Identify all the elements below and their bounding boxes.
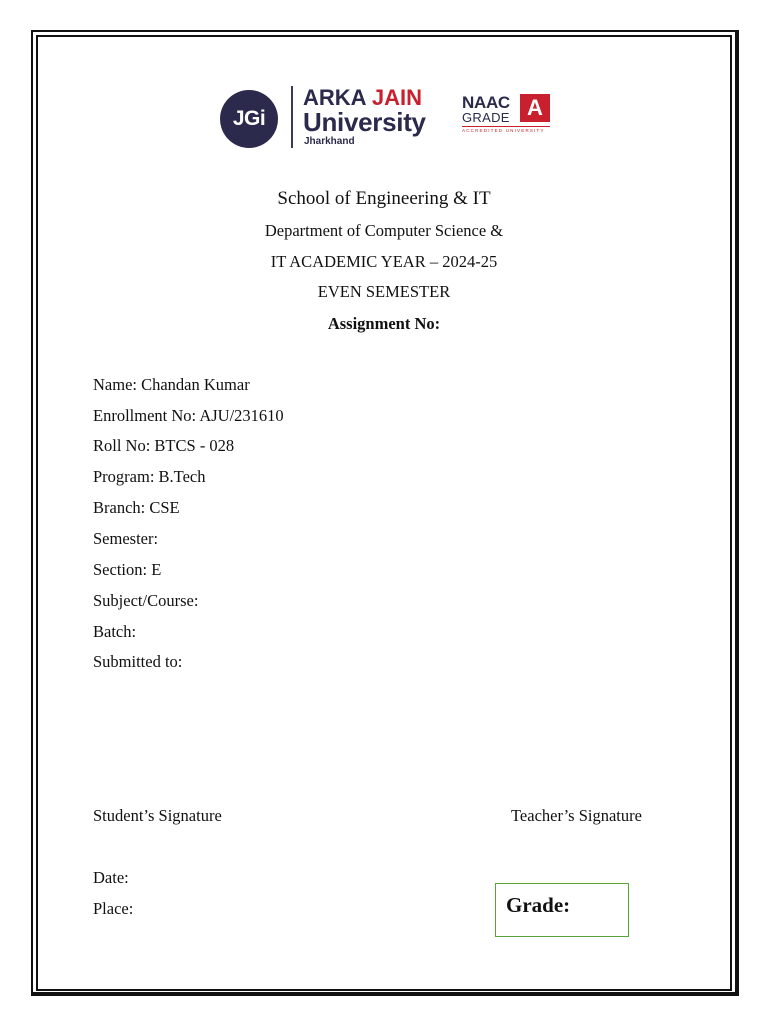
detail-batch: Batch: [93, 622, 137, 641]
date-label: Date: [93, 868, 129, 887]
detail-enrollment: Enrollment No: AJU/231610 [93, 406, 284, 425]
logo-jain: JAIN [371, 85, 422, 110]
semester-title: EVEN SEMESTER [317, 282, 451, 301]
academic-year: IT ACADEMIC YEAR – 2024-25 [270, 252, 498, 271]
logo-divider [291, 86, 293, 148]
detail-roll-no: Roll No: BTCS - 028 [93, 436, 235, 455]
naac-badge [462, 94, 554, 138]
place-label: Place: [93, 899, 134, 918]
school-name: School of Engineering & IT [277, 188, 491, 209]
detail-submitted-to: Submitted to: [93, 652, 183, 671]
detail-program: Program: B.Tech [93, 467, 206, 486]
detail-semester: Semester: [93, 529, 159, 548]
jgi-logo-icon: JGi [220, 90, 278, 148]
page-border-shadow-bottom [31, 992, 739, 996]
grade-label: Grade: [506, 893, 571, 917]
naac-grade-word: GRADE [462, 110, 510, 125]
logo-location: Jharkhand [304, 136, 355, 147]
logo-university: University [303, 107, 426, 137]
naac-grade-letter: A [520, 94, 550, 122]
detail-branch: Branch: CSE [93, 498, 180, 517]
university-logo [220, 86, 560, 150]
teacher-signature-label: Teacher’s Signature [511, 806, 642, 825]
naac-label: NAAC [462, 93, 510, 112]
naac-accredited: ACCREDITED UNIVERSITY [462, 128, 545, 133]
detail-name: Name: Chandan Kumar [93, 375, 250, 394]
detail-subject: Subject/Course: [93, 591, 199, 610]
logo-arka: ARKA [303, 85, 366, 110]
grade-box [495, 883, 629, 937]
naac-rule [462, 126, 550, 127]
department-name: Department of Computer Science & [264, 221, 504, 240]
assignment-number: Assignment No: [327, 314, 441, 333]
student-signature-label: Student’s Signature [93, 806, 222, 825]
page-border-shadow-right [735, 30, 739, 996]
detail-section: Section: E [93, 560, 162, 579]
